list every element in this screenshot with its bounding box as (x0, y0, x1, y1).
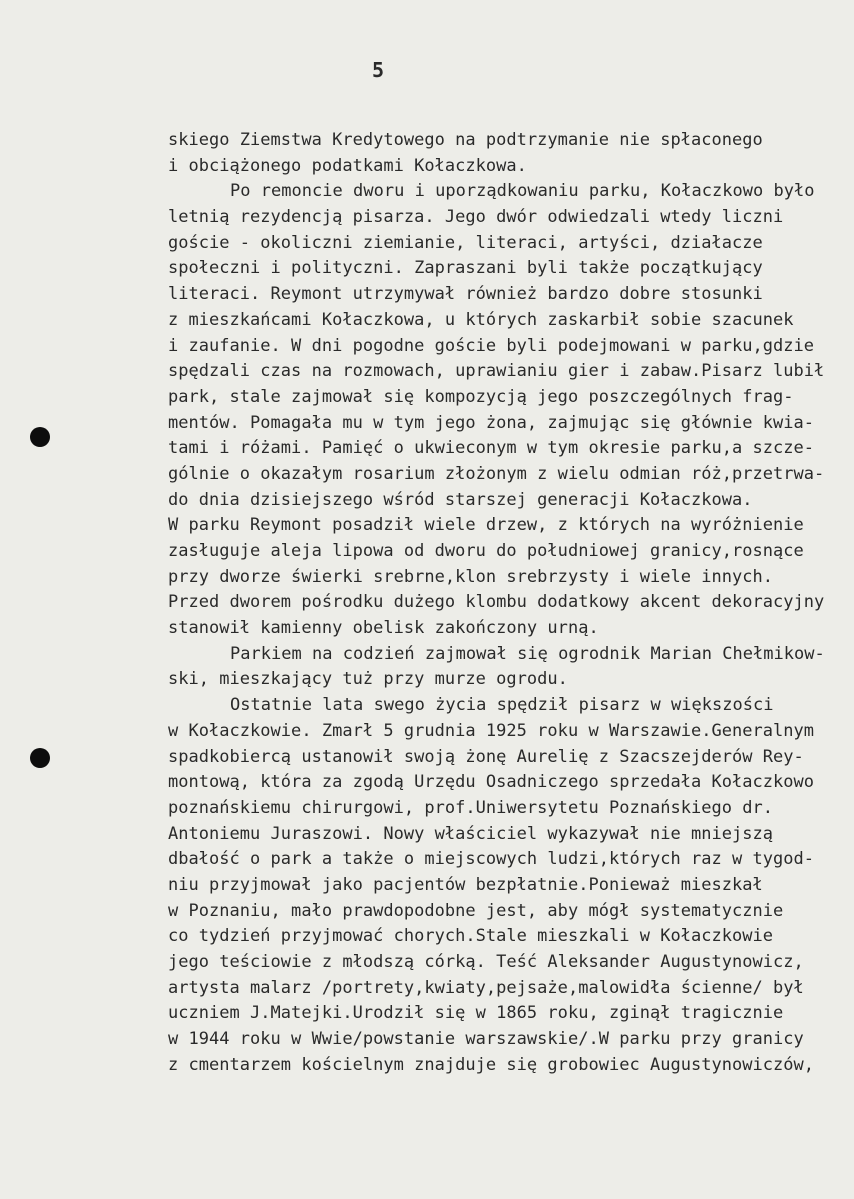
text-line: do dnia dzisiejszego wśród starszej generacji Kołaczkowa. (168, 489, 753, 510)
text-line: Antoniemu Juraszowi. Nowy właściciel wykazywał nie mniejszą (168, 823, 774, 844)
text-line: z mieszkańcami Kołaczkowa, u których zaskarbił sobie szacunek (168, 309, 794, 330)
text-line: tami i różami. Pamięć o ukwieconym w tym okresie parku,a szcze- (168, 438, 815, 459)
text-line: goście - okoliczni ziemianie, literaci, artyści, działacze (168, 232, 763, 253)
text-line: w Kołaczkowie. Zmarł 5 grudnia 1925 roku w Warszawie.Generalnym (168, 720, 815, 741)
text-line: artysta malarz /portrety,kwiaty,pejsaże,malowidła ścienne/ był (168, 977, 804, 998)
text-line: społeczni i polityczni. Zapraszani byli także początkujący (168, 258, 763, 279)
typewritten-body (168, 128, 838, 1078)
text-line: Po remoncie dworu i uporządkowaniu parku, Kołaczkowo było (230, 181, 815, 202)
text-line: i zaufanie. W dni pogodne goście byli podejmowani w parku,gdzie (168, 335, 815, 356)
text-line: letnią rezydencją pisarza. Jego dwór odwiedzali wtedy liczni (168, 207, 784, 228)
text-line: w Poznaniu, mało prawdopodobne jest, aby mógł systematycznie (168, 900, 784, 921)
text-line: przy dworze świerki srebrne,klon srebrzysty i wiele innych. (168, 566, 774, 587)
text-line: z cmentarzem kościelnym znajduje się grobowiec Augustynowiczów, (168, 1054, 815, 1075)
text-line: dbałość o park a także o miejscowych ludzi,których raz w tygod- (168, 849, 815, 870)
text-line: w 1944 roku w Wwie/powstanie warszawskie/.W parku przy granicy (168, 1029, 804, 1050)
text-line: stanowił kamienny obelisk zakończony urną. (168, 618, 599, 639)
text-line: i obciążonego podatkami Kołaczkowa. (168, 155, 527, 176)
text-line: co tydzień przyjmować chorych.Stale mieszkali w Kołaczkowie (168, 926, 774, 947)
text-line: literaci. Reymont utrzymywał również bardzo dobre stosunki (168, 284, 763, 305)
text-line: niu przyjmował jako pacjentów bezpłatnie.Ponieważ mieszkał (168, 874, 763, 895)
text-line: mentów. Pomagała mu w tym jego żona, zajmując się głównie kwia- (168, 412, 815, 433)
text-line: spędzali czas na rozmowach, uprawianiu gier i zabaw.Pisarz lubił (168, 361, 825, 382)
text-line: ski, mieszkający tuż przy murze ogrodu. (168, 669, 568, 690)
text-line: jego teściowie z młodszą córką. Teść Aleksander Augustynowicz, (168, 952, 804, 972)
text-line: skiego Ziemstwa Kredytowego na podtrzymanie nie spłaconego (168, 130, 763, 150)
text-line: Ostatnie lata swego życia spędził pisarz w większości (230, 695, 774, 716)
punch-hole-top (30, 427, 50, 447)
text-line: gólnie o okazałym rosarium złożonym z wielu odmian róż,przetrwa- (168, 463, 825, 484)
text-line: poznańskiemu chirurgowi, prof.Uniwersytetu Poznańskiego dr. (168, 797, 774, 818)
text-line: W parku Reymont posadził wiele drzew, z których na wyróżnienie (168, 515, 804, 536)
text-line: park, stale zajmował się kompozycją jego poszczególnych frag- (168, 386, 794, 407)
text-line: montową, która za zgodą Urzędu Osadniczego sprzedała Kołaczkowo (168, 772, 815, 793)
text-line: Przed dworem pośrodku dużego klombu dodatkowy akcent dekoracyjny (168, 592, 825, 613)
text-line: uczniem J.Matejki.Urodził się w 1865 roku, zginął tragicznie (168, 1003, 784, 1024)
punch-hole-bottom (30, 748, 50, 768)
text-line: spadkobiercą ustanowił swoją żonę Aurelię z Szacszejderów Rey- (168, 746, 804, 767)
page-number: 5 (372, 58, 385, 82)
text-line: zasługuje aleja lipowa od dworu do południowej granicy,rosnące (168, 541, 804, 561)
text-line: Parkiem na codzień zajmował się ogrodnik Marian Chełmikow- (230, 643, 825, 664)
